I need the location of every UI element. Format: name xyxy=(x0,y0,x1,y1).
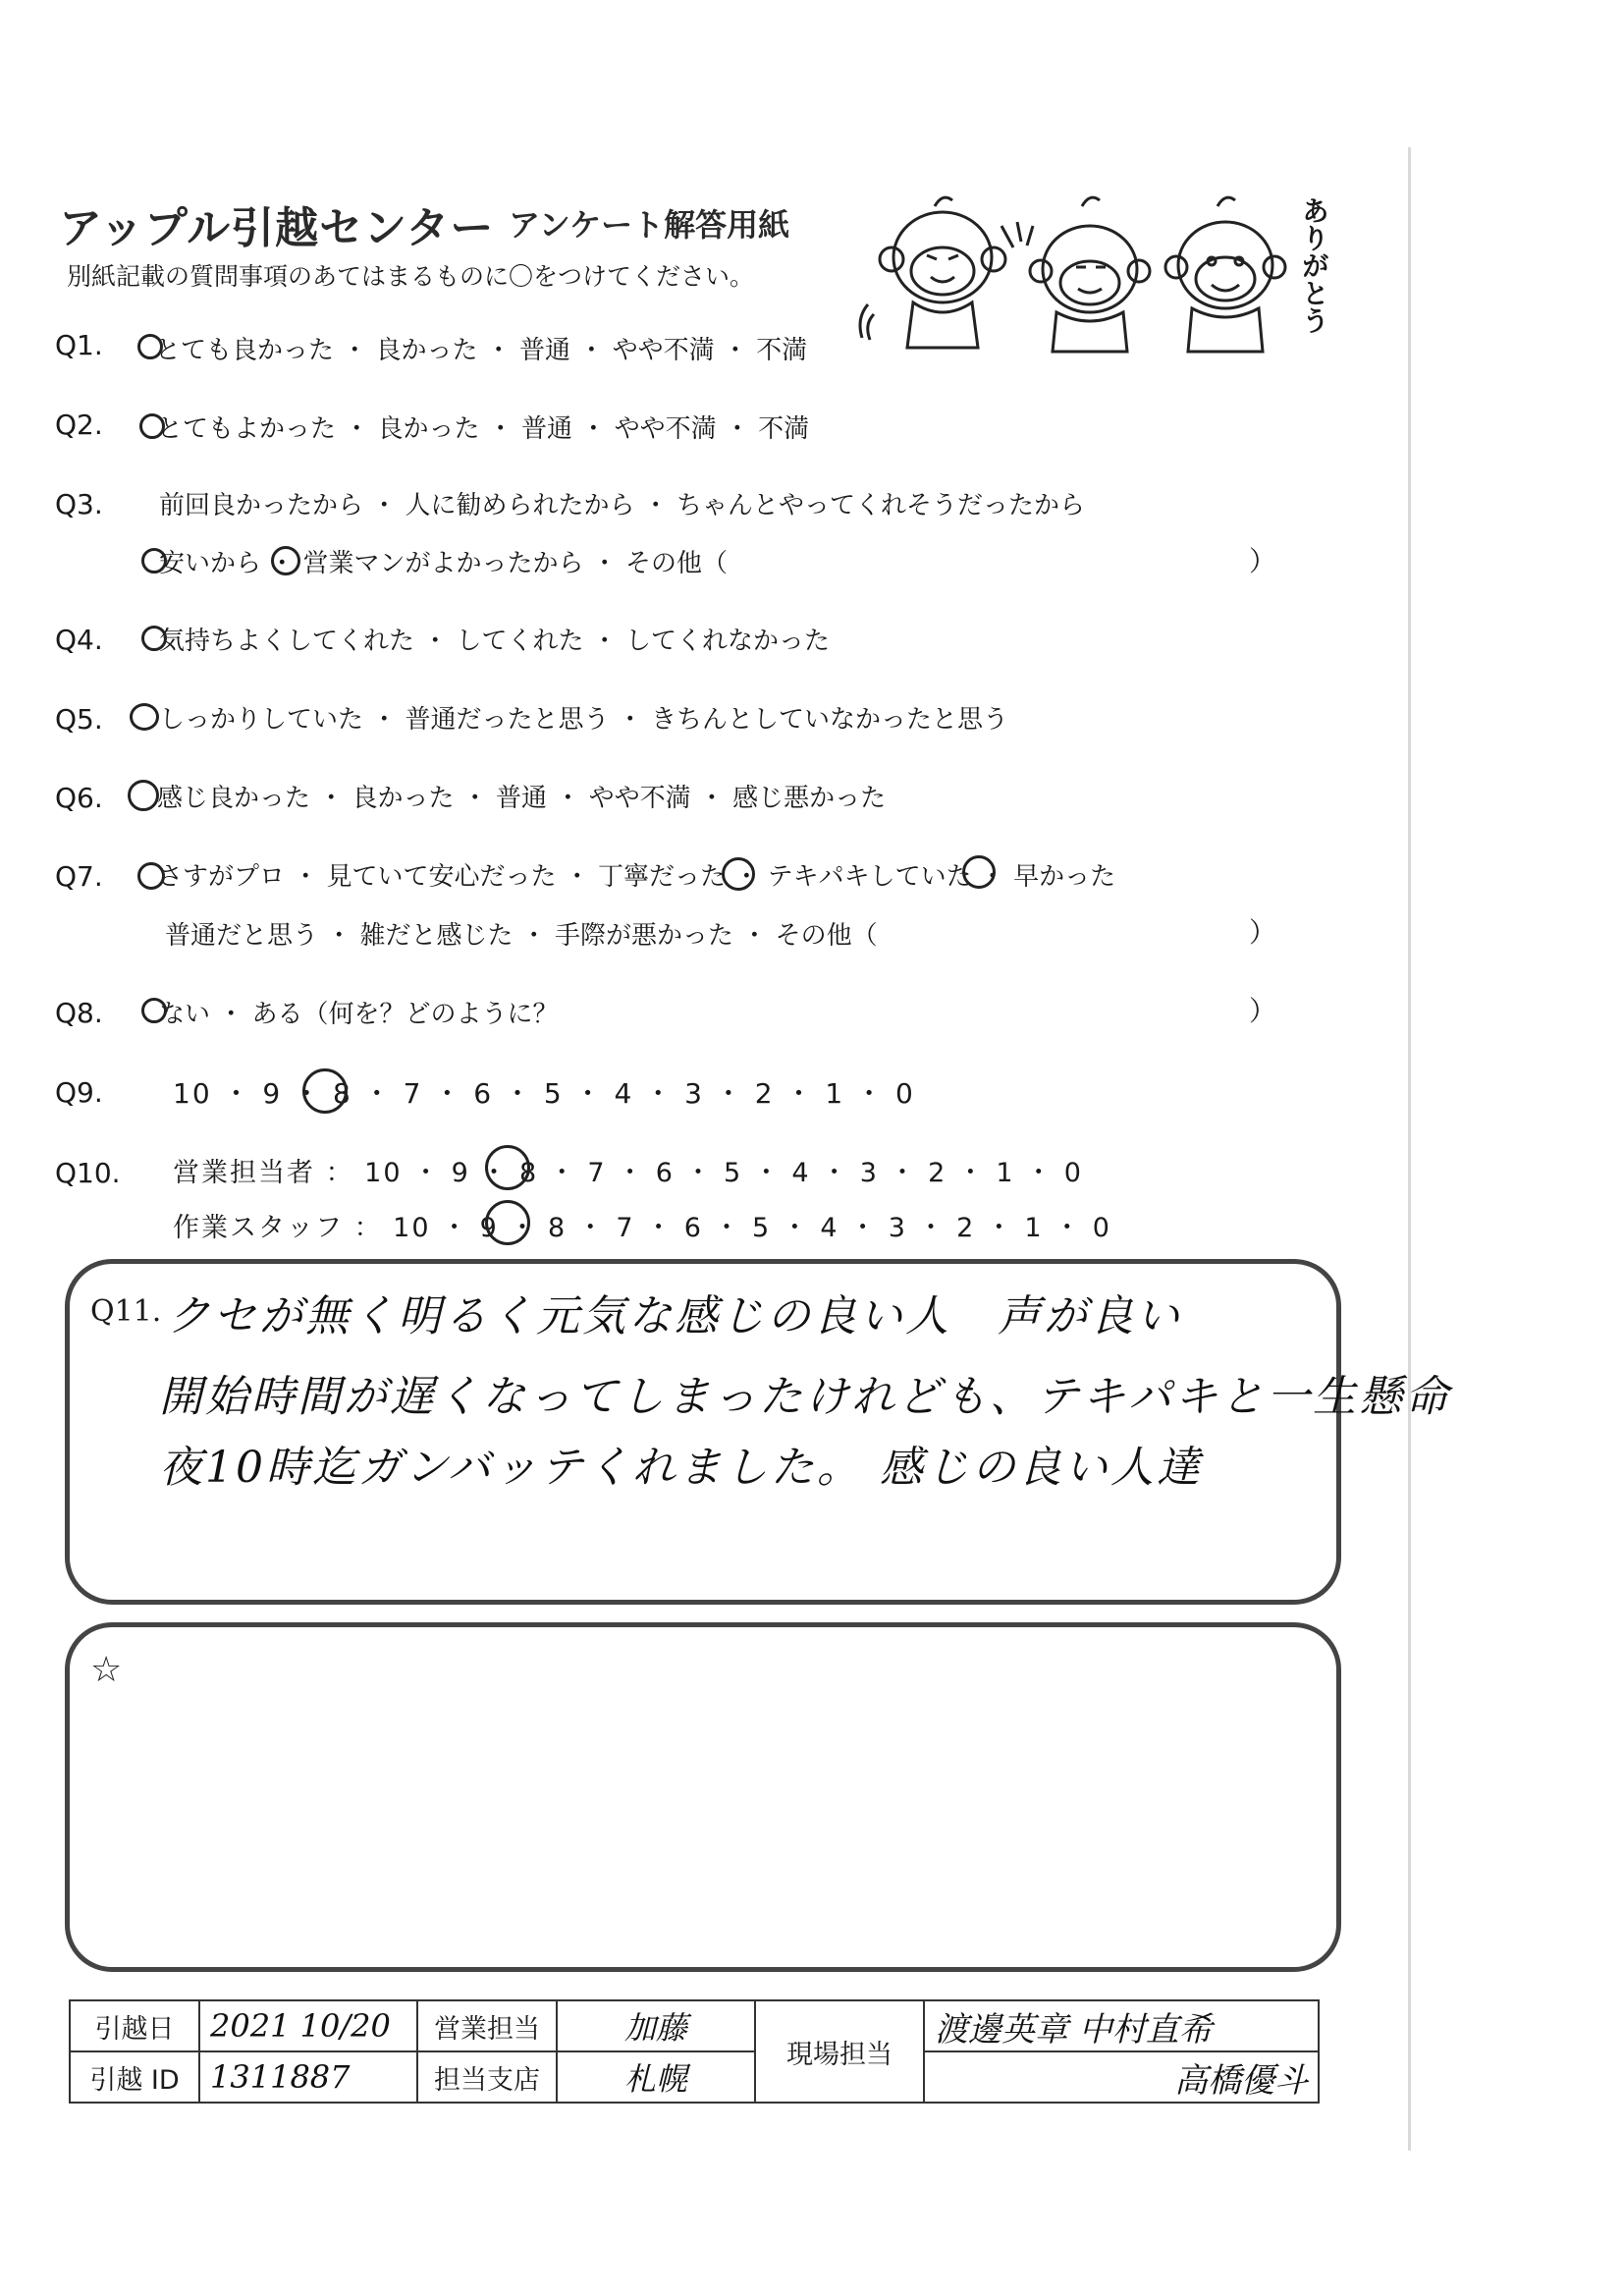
q9-answer-circle xyxy=(302,1068,348,1114)
site-staff-value-line1: 渡邊英章 中村直希 xyxy=(924,2000,1319,2051)
q10-staff-answer-circle xyxy=(485,1200,530,1245)
move-date-value: 2021 10/20 xyxy=(199,2000,417,2051)
q7-answer-circle-pro xyxy=(137,862,165,890)
monkey-mascot-icon xyxy=(854,187,1325,363)
q10-label: Q10. xyxy=(55,1157,121,1189)
q8-label: Q8. xyxy=(55,997,103,1029)
q2-options: とてもよかった ・ 良かった ・ 普通 ・ やや不満 ・ 不満 xyxy=(157,414,810,444)
monkey-middle-icon xyxy=(1001,197,1150,352)
q11-label: Q11. xyxy=(90,1294,162,1329)
branch-value: 札幌 xyxy=(557,2051,755,2103)
q11-comment-line2: 開始時間が遅くなってしまったけれども、テキパキと一生懸命 xyxy=(159,1372,1451,1422)
form-title: アップル引越センター xyxy=(59,203,495,253)
q10-sales-scores: 営業担当者 ： 10 ・ 9 ・ 8 ・ 7 ・ 6 ・ 5 ・ 4 ・ 3 ・ 2 ・ 1 ・ 0 xyxy=(173,1158,1083,1188)
q11-comment-line1: クセが無く明るく元気な感じの良い人 声が良い xyxy=(167,1291,1182,1341)
q4-answer-circle xyxy=(141,626,167,651)
q6-options: 感じ良かった ・ 良かった ・ 普通 ・ やや不満 ・ 感じ悪かった xyxy=(157,784,887,813)
q8-close-paren: ） xyxy=(1249,995,1277,1027)
q11-comment-line3: 夜10時迄ガンバッテくれました。 感じの良い人達 xyxy=(159,1443,1203,1493)
q2-answer-circle xyxy=(139,413,165,439)
thanks-text: ありがとう xyxy=(1298,196,1330,334)
move-id-label: 引越 ID xyxy=(70,2051,199,2103)
star-icon: ☆ xyxy=(90,1650,123,1690)
q7-options-line1: さすがプロ ・ 見ていて安心だった ・ 丁寧だった ・ テキパキしていた ・ 早かった xyxy=(157,862,1116,892)
q7-label: Q7. xyxy=(55,860,103,893)
move-id-value: 1311887 xyxy=(199,2051,417,2103)
q1-label: Q1. xyxy=(55,329,103,361)
form-subtitle: アンケート解答用紙 xyxy=(509,206,790,244)
q10-sales-answer-circle xyxy=(485,1145,530,1190)
q9-label: Q9. xyxy=(55,1076,103,1109)
q3-label: Q3. xyxy=(55,488,103,520)
q3-options-line1: 前回良かったから ・ 人に勧められたから ・ ちゃんとやってくれそうだったから xyxy=(159,491,1086,520)
q8-options: ない ・ ある（何を？どのように？ xyxy=(159,1000,559,1029)
q4-options: 気持ちよくしてくれた ・ してくれた ・ してくれなかった xyxy=(159,627,831,656)
branch-label: 担当支店 xyxy=(417,2051,557,2103)
q6-label: Q6. xyxy=(55,782,103,814)
q7-answer-circle-fast xyxy=(962,855,996,889)
q3-answer-circle-cheap xyxy=(141,548,167,574)
monkey-right-icon xyxy=(1165,197,1285,352)
q5-label: Q5. xyxy=(55,703,103,736)
site-staff-value-line2: 高橋優斗 xyxy=(924,2051,1319,2103)
page-edge-shadow xyxy=(1408,147,1411,2151)
q10-staff-scores: 作業スタッフ ： 10 ・ 9 ・ 8 ・ 7 ・ 6 ・ 5 ・ 4 ・ 3 ・ 2 ・ 1 ・ 0 xyxy=(173,1213,1111,1243)
instruction-text: 別紙記載の質問事項のあてはまるものに〇をつけてください。 xyxy=(67,262,755,291)
sales-rep-value: 加藤 xyxy=(557,2000,755,2051)
q7-answer-circle-tekipaki xyxy=(722,857,755,891)
site-staff-label: 現場担当 xyxy=(755,2000,924,2103)
q1-answer-circle xyxy=(137,334,163,359)
q7-close-paren: ） xyxy=(1249,916,1277,949)
q5-options: しっかりしていた ・ 普通だったと思う ・ きちんとしていなかったと思う xyxy=(159,705,1009,735)
move-date-label: 引越日 xyxy=(70,2000,199,2051)
q3-close-paren: ） xyxy=(1249,545,1277,577)
q4-label: Q4. xyxy=(55,624,103,656)
q9-scores: 10 ・ 9 ・ 8 ・ 7 ・ 6 ・ 5 ・ 4 ・ 3 ・ 2 ・ 1 ・ 0 xyxy=(173,1077,915,1110)
q5-answer-circle xyxy=(130,703,159,731)
q3-answer-circle-sales xyxy=(271,546,300,575)
footer-info-table xyxy=(69,1999,1320,2104)
star-comment-box xyxy=(65,1622,1341,1972)
q7-options-line2: 普通だと思う ・ 雑だと感じた ・ 手際が悪かった ・ その他（ xyxy=(165,921,878,951)
q2-label: Q2. xyxy=(55,409,103,441)
q8-answer-circle xyxy=(141,998,167,1023)
q3-options-line2: 安いから ・ 営業マンがよかったから ・ その他（ xyxy=(159,549,729,578)
monkey-left-icon xyxy=(860,197,1005,348)
q6-answer-circle xyxy=(128,780,159,811)
sales-rep-label: 営業担当 xyxy=(417,2000,557,2051)
q1-options: とても良かった ・ 良かった ・ 普通 ・ やや不満 ・ 不満 xyxy=(155,336,808,365)
